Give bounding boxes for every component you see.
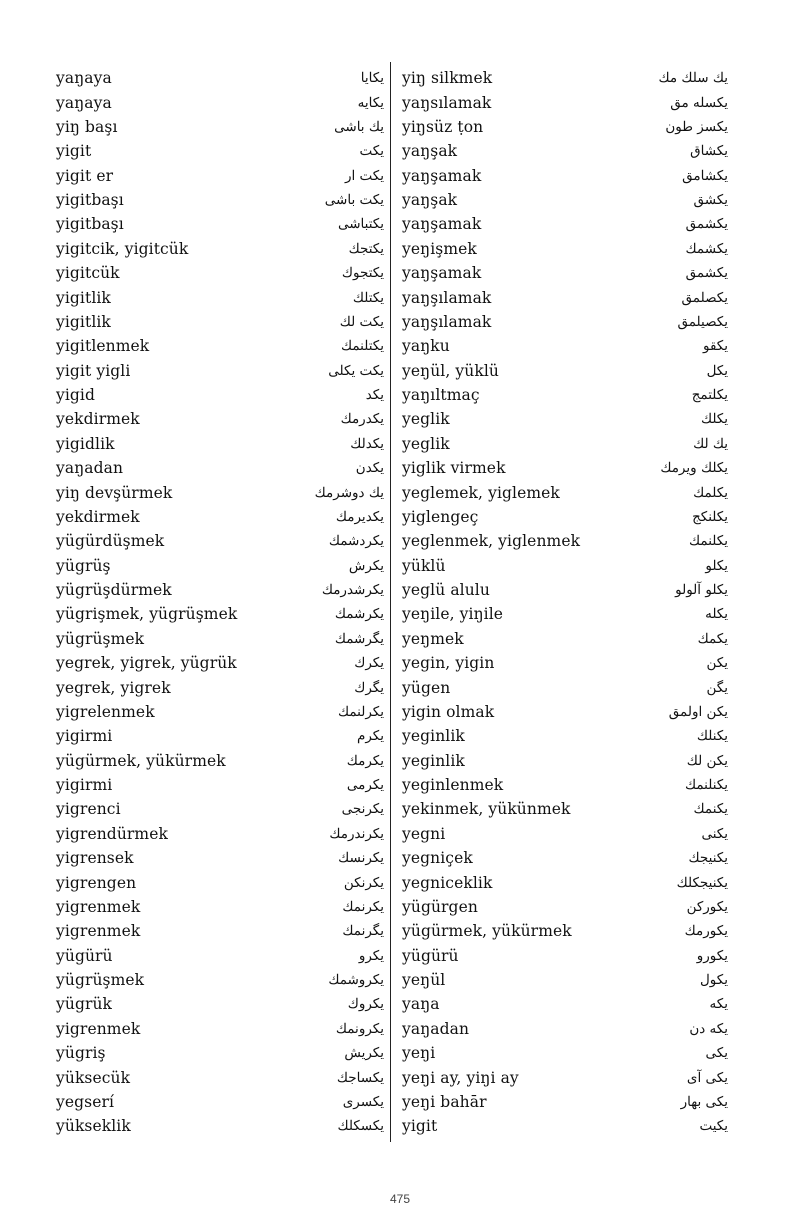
dictionary-entry <box>402 359 728 383</box>
entry-arabic: يكلك <box>700 411 728 428</box>
dictionary-entry <box>56 285 384 309</box>
dictionary-entry <box>402 944 728 968</box>
dictionary-entry <box>402 724 728 748</box>
dictionary-entry <box>56 895 384 919</box>
dictionary-entry <box>402 432 728 456</box>
entry-arabic: يكريش <box>344 1045 384 1062</box>
dictionary-entry <box>56 724 384 748</box>
dictionary-entry <box>402 846 728 870</box>
dictionary-entry <box>402 773 728 797</box>
entry-arabic: يكله <box>705 606 728 623</box>
dictionary-entry <box>56 359 384 383</box>
entry-arabic: يكى <box>705 1045 728 1062</box>
entry-latin: yigrenmek <box>56 1019 141 1038</box>
entry-arabic: يكلنكج <box>692 508 728 525</box>
entry-arabic: يگرك <box>354 679 384 696</box>
entry-latin: yigrenmek <box>56 922 141 941</box>
entry-latin: yügrüşmek <box>56 629 145 648</box>
entry-latin: yaŋşılamak <box>402 312 492 331</box>
entry-arabic: يكن اولمق <box>668 703 728 720</box>
dictionary-entry <box>56 554 384 578</box>
entry-latin: yaŋşılamak <box>402 288 492 307</box>
entry-arabic: يكت باشى <box>324 192 384 209</box>
entry-arabic: يكشمك <box>685 240 728 257</box>
entry-arabic: يكوركن <box>686 898 728 915</box>
entry-arabic: يكتلنمك <box>340 338 384 355</box>
entry-arabic: يگن <box>706 679 728 696</box>
entry-latin: yiŋ silkmek <box>402 69 493 88</box>
entry-latin: yeglü alulu <box>402 581 490 600</box>
entry-latin: yügrüşmek <box>56 971 145 990</box>
dictionary-entry <box>402 188 728 212</box>
entry-latin: yaŋşak <box>402 191 458 210</box>
entry-arabic: يگرنمك <box>342 923 384 940</box>
dictionary-entry <box>56 773 384 797</box>
entry-arabic: يكرش <box>348 557 384 574</box>
entry-latin: yegin, yigin <box>402 654 495 673</box>
entry-latin: yegni <box>402 824 446 843</box>
entry-arabic: يكتجوك <box>341 265 384 282</box>
entry-latin: yigrenmek <box>56 897 141 916</box>
dictionary-entry <box>402 1041 728 1065</box>
entry-latin: yaŋsılamak <box>402 93 492 112</box>
dictionary-entry <box>402 334 728 358</box>
entry-latin: yegserí <box>56 1092 115 1111</box>
dictionary-entry <box>402 870 728 894</box>
entry-arabic: يكرنمك <box>342 898 384 915</box>
dictionary-entry <box>56 944 384 968</box>
entry-latin: yekinmek, yükünmek <box>402 800 571 819</box>
dictionary-entry <box>56 919 384 943</box>
entry-arabic: يكسرى <box>342 1093 384 1110</box>
dictionary-entry <box>56 749 384 773</box>
dictionary-entry <box>56 383 384 407</box>
entry-arabic: يكرو <box>358 947 384 964</box>
dictionary-entry <box>402 383 728 407</box>
left-column <box>56 66 384 1139</box>
dictionary-entry <box>56 675 384 699</box>
entry-arabic: يكلو آلولو <box>675 582 728 599</box>
entry-arabic: يكصلمق <box>681 289 728 306</box>
entry-arabic: يكشمق <box>685 216 728 233</box>
dictionary-entry <box>402 1090 728 1114</box>
entry-arabic: يكى بهار <box>680 1093 728 1110</box>
dictionary-entry <box>402 310 728 334</box>
entry-latin: yügrüşdürmek <box>56 581 172 600</box>
entry-latin: yigidlik <box>56 434 115 453</box>
entry-latin: yaŋşamak <box>402 215 482 234</box>
entry-latin: yeginlik <box>402 727 465 746</box>
entry-latin: yükseklik <box>56 1117 131 1136</box>
entry-latin: yeŋül, yüklü <box>402 361 499 380</box>
entry-latin: yaŋşamak <box>402 166 482 185</box>
dictionary-entry <box>56 212 384 236</box>
entry-latin: yügen <box>402 678 451 697</box>
entry-latin: yaŋşamak <box>402 264 482 283</box>
entry-arabic: يكورمك <box>684 923 728 940</box>
dictionary-entry <box>56 188 384 212</box>
dictionary-entry <box>56 651 384 675</box>
entry-arabic: يكى آى <box>686 1069 728 1086</box>
entry-latin: yigitcük <box>56 264 120 283</box>
entry-arabic: يكول <box>700 972 728 989</box>
entry-latin: yügürü <box>402 946 459 965</box>
entry-latin: yigitbaşı <box>56 191 124 210</box>
dictionary-entry <box>56 1114 384 1138</box>
entry-arabic: يكرونمك <box>335 1020 384 1037</box>
dictionary-entry <box>56 432 384 456</box>
entry-latin: yiŋ devşürmek <box>56 483 173 502</box>
entry-latin: yiglik virmek <box>402 459 506 478</box>
entry-arabic: يكروشمك <box>328 972 384 989</box>
entry-arabic: يكتباشى <box>337 216 384 233</box>
entry-latin: yeŋişmek <box>402 239 477 258</box>
entry-arabic: يكلو <box>705 557 728 574</box>
entry-arabic: يكتلك <box>352 289 384 306</box>
dictionary-entry <box>402 529 728 553</box>
entry-arabic: يكشاق <box>690 143 728 160</box>
entry-latin: yeŋmek <box>402 629 464 648</box>
dictionary-entry <box>402 895 728 919</box>
dictionary-entry <box>402 797 728 821</box>
entry-latin: yügürgen <box>402 897 478 916</box>
dictionary-entry <box>56 846 384 870</box>
entry-arabic: يكرلنمك <box>337 703 384 720</box>
entry-arabic: يكرندرمك <box>329 825 384 842</box>
page-number: 475 <box>389 1192 411 1206</box>
dictionary-entry <box>402 115 728 139</box>
entry-latin: yegrek, yigrek <box>56 678 171 697</box>
entry-latin: yigin olmak <box>402 702 495 721</box>
entry-latin: yaŋa <box>402 995 440 1014</box>
entry-arabic: يك لك <box>693 435 728 452</box>
entry-latin: yiŋsüz ṭon <box>402 117 484 136</box>
entry-arabic: يكلنمك <box>689 533 728 550</box>
entry-arabic: يكرم <box>356 728 384 745</box>
entry-arabic: يكرنجى <box>341 801 384 818</box>
entry-latin: yigirmi <box>56 727 113 746</box>
dictionary-entry <box>56 700 384 724</box>
entry-arabic: يكصيلمق <box>677 313 728 330</box>
dictionary-entry <box>402 407 728 431</box>
entry-latin: yaŋadan <box>56 459 124 478</box>
entry-latin: yigirmi <box>56 776 113 795</box>
dictionary-entry <box>402 700 728 724</box>
entry-arabic: يكت <box>359 143 384 160</box>
dictionary-entry <box>402 66 728 90</box>
dictionary-entry <box>56 627 384 651</box>
dictionary-entry <box>402 822 728 846</box>
dictionary-entry <box>402 919 728 943</box>
dictionary-entry <box>402 1017 728 1041</box>
entry-latin: yigitlik <box>56 312 111 331</box>
right-column <box>402 66 728 1139</box>
entry-latin: yügürmek, yükürmek <box>56 751 226 770</box>
entry-arabic: يكت ار <box>344 167 384 184</box>
dictionary-entry <box>56 797 384 821</box>
dictionary-entry <box>402 480 728 504</box>
entry-arabic: يكه دن <box>689 1020 728 1037</box>
entry-latin: yekdirmek <box>56 410 140 429</box>
entry-arabic: يكنى <box>701 825 728 842</box>
entry-latin: yeŋi <box>402 1044 436 1063</box>
dictionary-entry <box>402 554 728 578</box>
entry-arabic: يكقو <box>702 338 728 355</box>
entry-arabic: يكه <box>709 996 728 1013</box>
entry-arabic: يكت يكلى <box>328 362 384 379</box>
entry-arabic: يكردشمك <box>328 533 384 550</box>
entry-arabic: يگرشمك <box>334 630 384 647</box>
entry-arabic: يكرشدرمك <box>321 582 384 599</box>
entry-arabic: يكرمك <box>346 752 384 769</box>
entry-arabic: يكتجك <box>348 240 384 257</box>
dictionary-entry <box>402 261 728 285</box>
dictionary-entry <box>56 139 384 163</box>
dictionary-entry <box>56 164 384 188</box>
dictionary-entry <box>56 968 384 992</box>
entry-latin: yigid <box>56 386 96 405</box>
entry-arabic: يكدرمك <box>340 411 384 428</box>
entry-arabic: يكشامق <box>682 167 728 184</box>
entry-arabic: يكديرمك <box>335 508 384 525</box>
dictionary-entry <box>402 505 728 529</box>
entry-arabic: يكشمق <box>685 265 728 282</box>
dictionary-entry <box>402 1114 728 1138</box>
entry-latin: yigitcik, yigitcük <box>56 239 189 258</box>
entry-latin: yiŋ başı <box>56 117 118 136</box>
entry-arabic: يكمك <box>697 630 728 647</box>
dictionary-entry <box>402 285 728 309</box>
entry-latin: yiglengeç <box>402 507 479 526</box>
entry-arabic: يكسز طون <box>665 118 728 135</box>
dictionary-entry <box>402 1065 728 1089</box>
entry-arabic: يكيت <box>699 1118 728 1135</box>
entry-latin: yaŋıltmaç <box>402 386 480 405</box>
entry-latin: yigrenci <box>56 800 121 819</box>
dictionary-entry <box>402 651 728 675</box>
dictionary-entry <box>56 456 384 480</box>
entry-latin: yeŋile, yiŋile <box>402 605 504 624</box>
entry-latin: yigitbaşı <box>56 215 124 234</box>
entry-latin: yügürmek, yükürmek <box>402 922 572 941</box>
dictionary-entry <box>56 407 384 431</box>
entry-arabic: يكنلنمك <box>684 777 728 794</box>
entry-latin: yekdirmek <box>56 507 140 526</box>
dictionary-entry <box>56 90 384 114</box>
entry-latin: yügürdüşmek <box>56 532 165 551</box>
dictionary-entry <box>56 334 384 358</box>
entry-arabic: يكن لك <box>686 752 728 769</box>
entry-arabic: يكد <box>365 387 384 404</box>
dictionary-entry <box>402 212 728 236</box>
dictionary-entry <box>56 1090 384 1114</box>
entry-arabic: يكل <box>706 362 728 379</box>
entry-arabic: يكايه <box>357 94 384 111</box>
dictionary-entry <box>402 164 728 188</box>
entry-arabic: يكورو <box>696 947 728 964</box>
entry-latin: yigit <box>56 142 92 161</box>
entry-latin: yegniceklik <box>402 873 493 892</box>
entry-arabic: يكلتمج <box>691 387 728 404</box>
dictionary-entry <box>402 749 728 773</box>
entry-arabic: يكسله مق <box>670 94 728 111</box>
entry-latin: yigrelenmek <box>56 702 155 721</box>
entry-arabic: يكدلك <box>350 435 384 452</box>
entry-arabic: يكرنسك <box>338 850 384 867</box>
entry-arabic: يكايا <box>360 70 384 87</box>
entry-arabic: يكرمى <box>346 777 384 794</box>
dictionary-entry <box>56 505 384 529</box>
entry-arabic: يكرك <box>354 655 384 672</box>
dictionary-entry <box>56 529 384 553</box>
entry-arabic: يكت لك <box>339 313 384 330</box>
dictionary-entry <box>56 261 384 285</box>
dictionary-entry <box>402 139 728 163</box>
dictionary-entry <box>402 237 728 261</box>
entry-arabic: يكلك ويرمك <box>660 460 728 477</box>
dictionary-entry <box>56 578 384 602</box>
entry-latin: yüklü <box>402 556 446 575</box>
entry-latin: yaŋaya <box>56 69 112 88</box>
entry-latin: yaŋku <box>402 337 450 356</box>
entry-latin: yügrişmek, yügrüşmek <box>56 605 238 624</box>
entry-latin: yigrensek <box>56 849 134 868</box>
dictionary-entry <box>56 1065 384 1089</box>
dictionary-entry <box>402 602 728 626</box>
dictionary-entry <box>56 237 384 261</box>
dictionary-entry <box>402 627 728 651</box>
entry-latin: yegrek, yigrek, yügrük <box>56 654 237 673</box>
entry-latin: yeglik <box>402 434 450 453</box>
entry-arabic: يكساجك <box>336 1069 384 1086</box>
entry-arabic: يكدن <box>355 460 384 477</box>
entry-latin: yaŋşak <box>402 142 458 161</box>
entry-arabic: يكشق <box>693 192 728 209</box>
entry-latin: yaŋaya <box>56 93 112 112</box>
entry-latin: yigit <box>402 1117 438 1136</box>
entry-latin: yeglik <box>402 410 450 429</box>
entry-arabic: يك باشى <box>334 118 384 135</box>
dictionary-entry <box>402 675 728 699</box>
dictionary-entry <box>56 992 384 1016</box>
entry-arabic: يكنيجكلك <box>676 874 728 891</box>
entry-arabic: يك دوشرمك <box>314 484 384 501</box>
dictionary-entry <box>402 968 728 992</box>
entry-latin: yeŋi ay, yiŋi ay <box>402 1068 519 1087</box>
entry-latin: yigit yigli <box>56 361 131 380</box>
dictionary-entry <box>402 456 728 480</box>
entry-arabic: يكروك <box>347 996 384 1013</box>
entry-latin: yigit er <box>56 166 114 185</box>
entry-arabic: يك سلك مك <box>658 70 728 87</box>
dictionary-entry <box>402 90 728 114</box>
entry-latin: yeglemek, yiglemek <box>402 483 560 502</box>
dictionary-entry <box>56 602 384 626</box>
dictionary-entry <box>56 870 384 894</box>
dictionary-entry <box>402 578 728 602</box>
entry-arabic: يكسكلك <box>337 1118 384 1135</box>
column-divider <box>390 62 391 1142</box>
entry-latin: yeginlenmek <box>402 776 504 795</box>
entry-latin: yügrüş <box>56 556 111 575</box>
entry-latin: yegniçek <box>402 849 473 868</box>
entry-latin: yügürü <box>56 946 113 965</box>
entry-arabic: يكنيجك <box>688 850 728 867</box>
entry-latin: yigrendürmek <box>56 824 168 843</box>
entry-latin: yügriş <box>56 1044 106 1063</box>
entry-arabic: يكن <box>706 655 728 672</box>
entry-latin: yeŋül <box>402 971 446 990</box>
dictionary-entry <box>56 310 384 334</box>
entry-latin: yeginlik <box>402 751 465 770</box>
entry-latin: yigrengen <box>56 873 137 892</box>
entry-arabic: يكرشمك <box>334 606 384 623</box>
entry-latin: yügrük <box>56 995 113 1014</box>
dictionary-entry <box>56 822 384 846</box>
entry-latin: yaŋadan <box>402 1019 470 1038</box>
dictionary-entry <box>56 1041 384 1065</box>
entry-arabic: يكلمك <box>693 484 728 501</box>
entry-latin: yigitlik <box>56 288 111 307</box>
entry-arabic: يكنمك <box>693 801 728 818</box>
entry-latin: yüksecük <box>56 1068 131 1087</box>
entry-latin: yeŋi bahār <box>402 1092 487 1111</box>
dictionary-entry <box>56 1017 384 1041</box>
dictionary-entry <box>56 66 384 90</box>
dictionary-entry <box>56 480 384 504</box>
entry-arabic: يكرنكن <box>343 874 384 891</box>
entry-latin: yigitlenmek <box>56 337 150 356</box>
entry-arabic: يكنلك <box>696 728 728 745</box>
dictionary-entry <box>402 992 728 1016</box>
entry-latin: yeglenmek, yiglenmek <box>402 532 581 551</box>
dictionary-entry <box>56 115 384 139</box>
